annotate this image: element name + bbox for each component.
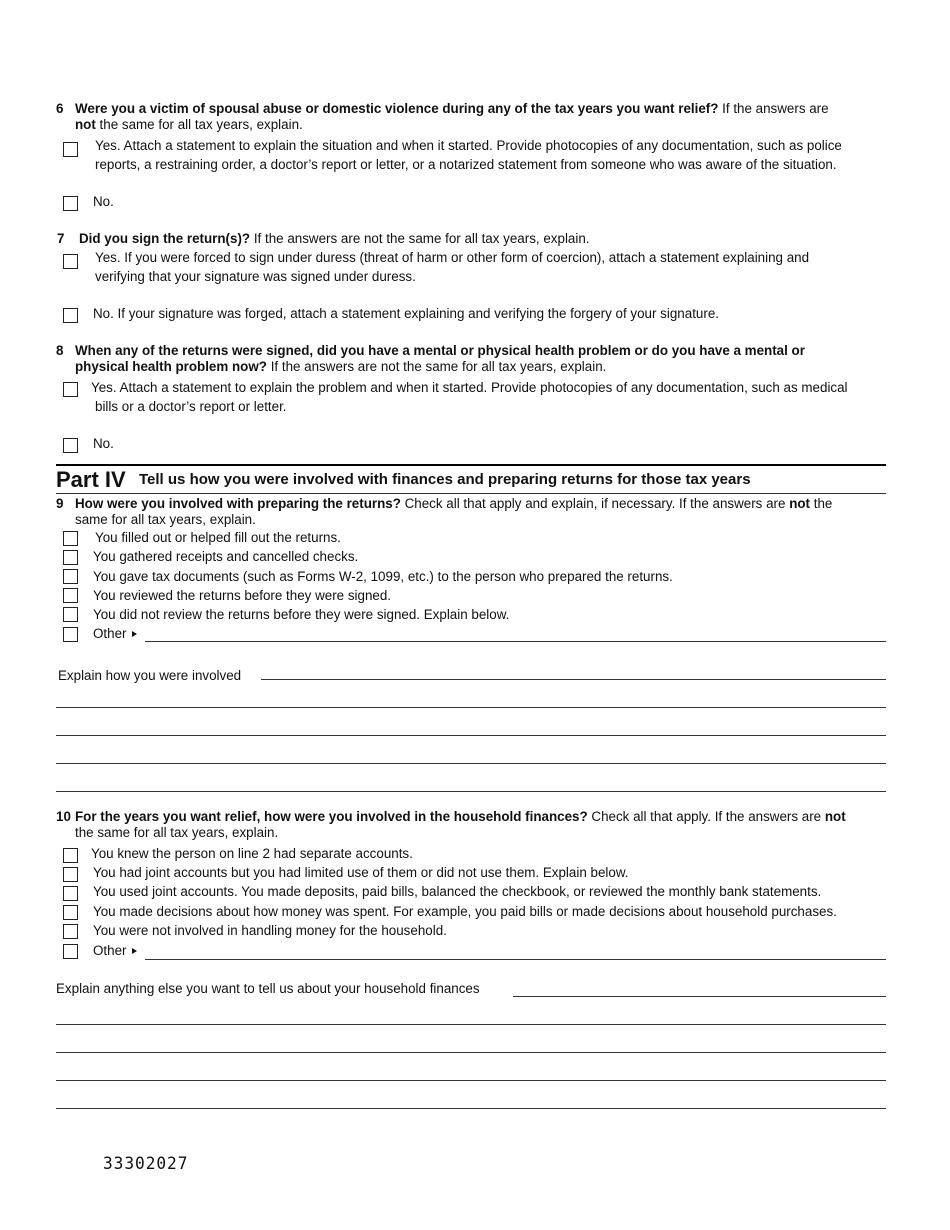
q10-explain-line[interactable] <box>56 1080 886 1081</box>
q8-no-checkbox[interactable] <box>63 438 78 453</box>
q10-explain-line[interactable] <box>56 1052 886 1053</box>
q9-question-end: the <box>810 496 833 511</box>
q10-option-checkbox[interactable] <box>63 924 78 939</box>
q6-not: not <box>75 117 96 132</box>
q8-no-label: No. <box>93 436 114 451</box>
q7-question-bold: Did you sign the return(s)? <box>79 231 251 246</box>
q8-yes-line1: Yes. Attach a statement to explain the problem and when it started. Provide photocopies of any documentation, such as medical <box>91 380 848 395</box>
q9-number: 9 <box>56 496 64 511</box>
q10-explain-line[interactable] <box>56 1024 886 1025</box>
q9-option-label: You gathered receipts and cancelled checks. <box>93 549 359 564</box>
q7-yes-line1: Yes. If you were forced to sign under duress (threat of harm or other form of coercion), attach a statement explaining and <box>95 250 810 265</box>
q10-number: 10 <box>56 809 71 824</box>
q7-question <box>79 230 590 248</box>
q9-option-checkbox[interactable] <box>63 607 78 622</box>
q9-question-line2: same for all tax years, explain. <box>75 512 256 527</box>
q8-question-line2-rest: If the answers are not the same for all tax years, explain. <box>266 359 607 374</box>
q8-number: 8 <box>56 343 64 358</box>
q9-explain-line[interactable] <box>56 735 886 736</box>
q9-not: not <box>789 496 811 511</box>
q10-other-checkbox[interactable] <box>63 944 78 959</box>
q7-no-checkbox[interactable] <box>63 308 78 323</box>
q8-yes-checkbox[interactable] <box>63 382 78 397</box>
q10-option-label: You had joint accounts but you had limited use of them or did not use them. Explain below. <box>93 865 629 880</box>
q9-other-checkbox[interactable] <box>63 627 78 642</box>
q10-question-line2: the same for all tax years, explain. <box>75 825 279 840</box>
q6-number: 6 <box>56 101 64 116</box>
q10-option-checkbox[interactable] <box>63 867 78 882</box>
q10-option-label: You were not involved in handling money for the household. <box>93 923 447 938</box>
q10-question-bold: For the years you want relief, how were you involved in the household finances? <box>75 809 588 824</box>
q10-option-checkbox[interactable] <box>63 886 78 901</box>
q9-option-label: You reviewed the returns before they were signed. <box>93 588 391 603</box>
q9-explain-line[interactable] <box>56 763 886 764</box>
q8-question-line2 <box>75 358 606 376</box>
q10-question-rest: Check all that apply. If the answers are <box>587 809 825 824</box>
q7-yes-checkbox[interactable] <box>63 254 78 269</box>
q9-option-checkbox[interactable] <box>63 588 78 603</box>
q9-other-input[interactable] <box>145 641 886 642</box>
q10-option-label: You used joint accounts. You made deposits, paid bills, balanced the checkbook, or reviewed the monthly bank statements. <box>93 884 822 899</box>
q9-question-rest: Check all that apply and explain, if necessary. If the answers are <box>400 496 790 511</box>
q10-explain-label: Explain anything else you want to tell us about your household finances <box>56 981 480 996</box>
q9-explain-line[interactable] <box>56 791 886 792</box>
q10-other-input[interactable] <box>145 959 886 960</box>
q8-yes-line2: bills or a doctor’s report or letter. <box>95 399 287 414</box>
right-arrow-icon <box>132 631 137 637</box>
q9-question-bold: How were you involved with preparing the returns? <box>75 496 401 511</box>
q10-option-label: You knew the person on line 2 had separate accounts. <box>91 846 413 861</box>
q10-option-checkbox[interactable] <box>63 905 78 920</box>
q7-number: 7 <box>57 231 65 246</box>
q9-option-checkbox[interactable] <box>63 569 78 584</box>
q10-option-label: You made decisions about how money was spent. For example, you paid bills or made decisions about household purchases. <box>93 904 837 919</box>
q10-other-text: Other <box>93 943 127 958</box>
q6-yes-line1: Yes. Attach a statement to explain the situation and when it started. Provide photocopies of any documentation, such as police <box>95 138 842 153</box>
form-code: 33302027 <box>103 1154 189 1174</box>
q10-not: not <box>824 809 846 824</box>
q6-line2-rest: the same for all tax years, explain. <box>95 117 303 132</box>
q6-question-line2 <box>75 116 303 134</box>
q10-option-checkbox[interactable] <box>63 848 78 863</box>
q9-other-text: Other <box>93 626 127 641</box>
q10-explain-line[interactable] <box>56 1108 886 1109</box>
q6-yes-line2: reports, a restraining order, a doctor’s report or letter, or a notarized statement from someone who was aware of the situation. <box>95 157 837 172</box>
part4-label: Part IV <box>56 467 126 492</box>
q8-question-line2-bold: physical health problem now? <box>75 359 267 374</box>
q9-option-label: You filled out or helped fill out the returns. <box>95 530 341 545</box>
q6-no-checkbox[interactable] <box>63 196 78 211</box>
part4-heading: Tell us how you were involved with finances and preparing returns for those tax years <box>139 471 751 488</box>
q8-question-line1: When any of the returns were signed, did you have a mental or physical health problem or do you have a mental or <box>75 343 805 358</box>
q9-explain-line[interactable] <box>261 679 886 680</box>
q9-explain-label: Explain how you were involved <box>58 668 242 683</box>
q9-option-label: You did not review the returns before they were signed. Explain below. <box>93 607 510 622</box>
q7-no-label: No. If your signature was forged, attach a statement explaining and verifying the forgery of your signature. <box>93 306 719 321</box>
part4-bottom-rule <box>56 493 886 494</box>
q9-other-label <box>93 625 137 643</box>
q10-explain-line[interactable] <box>513 996 886 997</box>
q9-option-label: You gave tax documents (such as Forms W-2, 1099, etc.) to the person who prepared the returns. <box>93 569 673 584</box>
q10-other-label <box>93 942 137 960</box>
q6-no-label: No. <box>93 194 114 209</box>
q6-question-bold: Were you a victim of spousal abuse or domestic violence during any of the tax years you want relief? <box>75 101 719 116</box>
q7-yes-line2: verifying that your signature was signed under duress. <box>95 269 416 284</box>
q6-question-rest: If the answers are <box>718 101 829 116</box>
right-arrow-icon <box>132 948 137 954</box>
part4-top-rule <box>56 464 886 466</box>
q9-explain-line[interactable] <box>56 707 886 708</box>
q9-option-checkbox[interactable] <box>63 531 78 546</box>
q7-question-rest: If the answers are not the same for all tax years, explain. <box>250 231 590 246</box>
q6-yes-checkbox[interactable] <box>63 142 78 157</box>
q9-option-checkbox[interactable] <box>63 550 78 565</box>
